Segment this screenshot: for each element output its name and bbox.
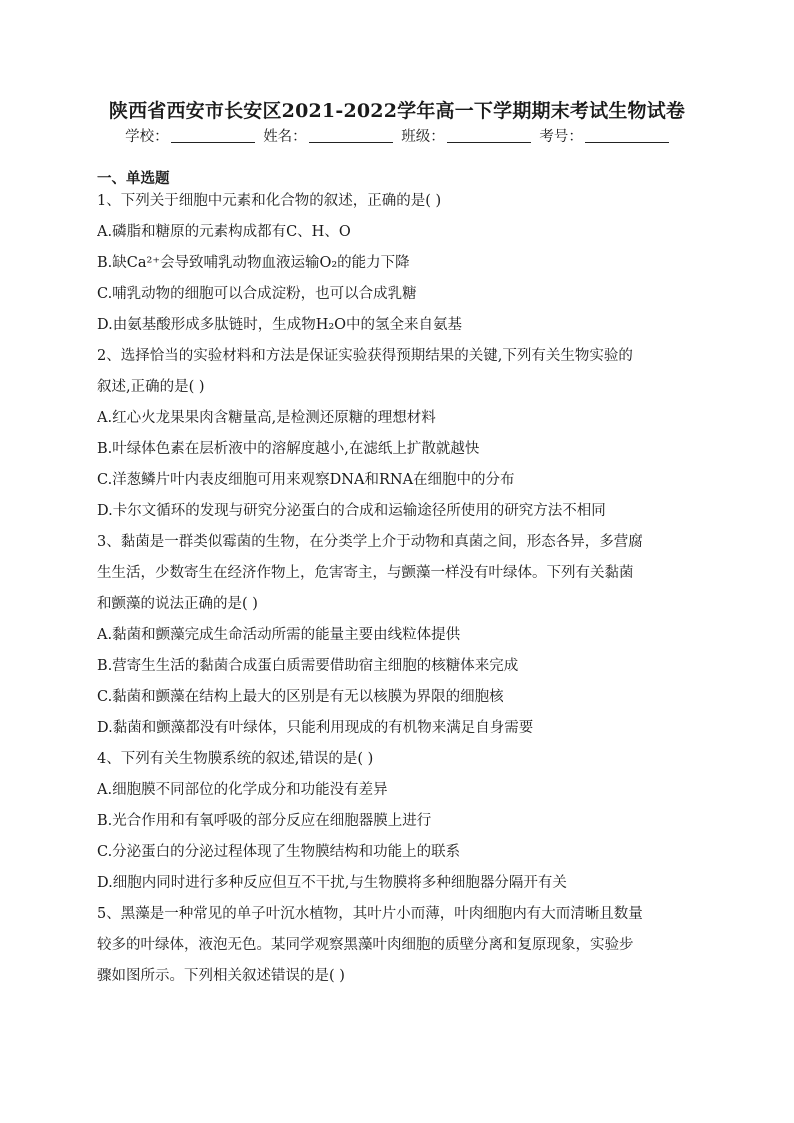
question-1-option-c: C.哺乳动物的细胞可以合成淀粉，也可以合成乳糖 (97, 286, 417, 302)
question-2-stem: 2、选择恰当的实验材料和方法是保证实验获得预期结果的关键,下列有关生物实验的 (97, 348, 633, 364)
question-5-stem: 5、黑藻是一种常见的单子叶沉水植物，其叶片小而薄，叶肉细胞内有大而清晰且数量 (97, 906, 643, 922)
question-4-option-b: B.光合作用和有氧呼吸的部分反应在细胞器膜上进行 (97, 813, 432, 829)
question-1-option-b: B.缺Ca²⁺会导致哺乳动物血液运输O₂的能力下降 (97, 255, 410, 271)
question-2-option-a: A.红心火龙果果肉含糖量高,是检测还原糖的理想材料 (97, 410, 436, 426)
question-3-option-b: B.营寄生生活的黏菌合成蛋白质需要借助宿主细胞的核糖体来完成 (97, 658, 519, 674)
question-2-option-d: D.卡尔文循环的发现与研究分泌蛋白的合成和运输途径所使用的研究方法不相同 (97, 503, 606, 519)
school-label: 学校： (125, 129, 169, 145)
number-label: 考号： (539, 129, 583, 145)
number-blank (585, 128, 669, 143)
question-4-stem: 4、下列有关生物膜系统的叙述,错误的是( ) (97, 751, 374, 767)
question-2-option-b: B.叶绿体色素在层析液中的溶解度越小,在滤纸上扩散就越快 (97, 441, 480, 457)
question-1-stem: 1、下列关于细胞中元素和化合物的叙述，正确的是( ) (97, 193, 442, 209)
question-4-option-c: C.分泌蛋白的分泌过程体现了生物膜结构和功能上的联系 (97, 844, 461, 860)
question-content (97, 186, 697, 992)
section-heading: 一、单选题 (97, 170, 170, 187)
question-2-option-c: C.洋葱鳞片叶内表皮细胞可用来观察DNA和RNA在细胞中的分布 (97, 472, 515, 488)
question-2-stem-cont: 叙述,正确的是( ) (97, 379, 205, 395)
name-blank (309, 128, 393, 143)
exam-title: 陕西省西安市长安区2021-2022学年高一下学期期末考试生物试卷 (108, 100, 686, 122)
class-label: 班级： (401, 129, 445, 145)
question-5-stem-cont-2: 骤如图所示。下列相关叙述错误的是( ) (97, 968, 345, 984)
question-3-option-c: C.黏菌和颤藻在结构上最大的区别是有无以核膜为界限的细胞核 (97, 689, 504, 705)
name-label: 姓名： (263, 129, 307, 145)
class-field (401, 125, 531, 146)
question-3-stem-cont-1: 生生活，少数寄生在经济作物上，危害寄主，与颤藻一样没有叶绿体。下列有关黏菌 (97, 565, 634, 581)
question-3-stem-cont-2: 和颤藻的说法正确的是( ) (97, 596, 258, 612)
school-blank (171, 128, 255, 143)
name-field (263, 125, 393, 146)
school-field (125, 125, 255, 146)
question-4-option-d: D.细胞内同时进行多种反应但互不干扰,与生物膜将多种细胞器分隔开有关 (97, 875, 567, 891)
number-field (539, 125, 669, 146)
question-1-option-d: D.由氨基酸形成多肽链时，生成物H₂O中的氢全来自氨基 (97, 317, 463, 333)
question-3-option-a: A.黏菌和颤藻完成生命活动所需的能量主要由线粒体提供 (97, 627, 461, 643)
question-5-stem-cont-1: 较多的叶绿体，液泡无色。某同学观察黑藻叶肉细胞的质壁分离和复原现象，实验步 (97, 937, 634, 953)
student-info-row (0, 125, 794, 146)
question-3-option-d: D.黏菌和颤藻都没有叶绿体，只能利用现成的有机物来满足自身需要 (97, 720, 534, 736)
question-4-option-a: A.细胞膜不同部位的化学成分和功能没有差异 (97, 782, 388, 798)
question-3-stem: 3、黏菌是一群类似霉菌的生物，在分类学上介于动物和真菌之间，形态各异，多营腐 (97, 534, 643, 550)
question-1-option-a: A.磷脂和糖原的元素构成都有C、H、O (97, 224, 351, 240)
class-blank (447, 128, 531, 143)
